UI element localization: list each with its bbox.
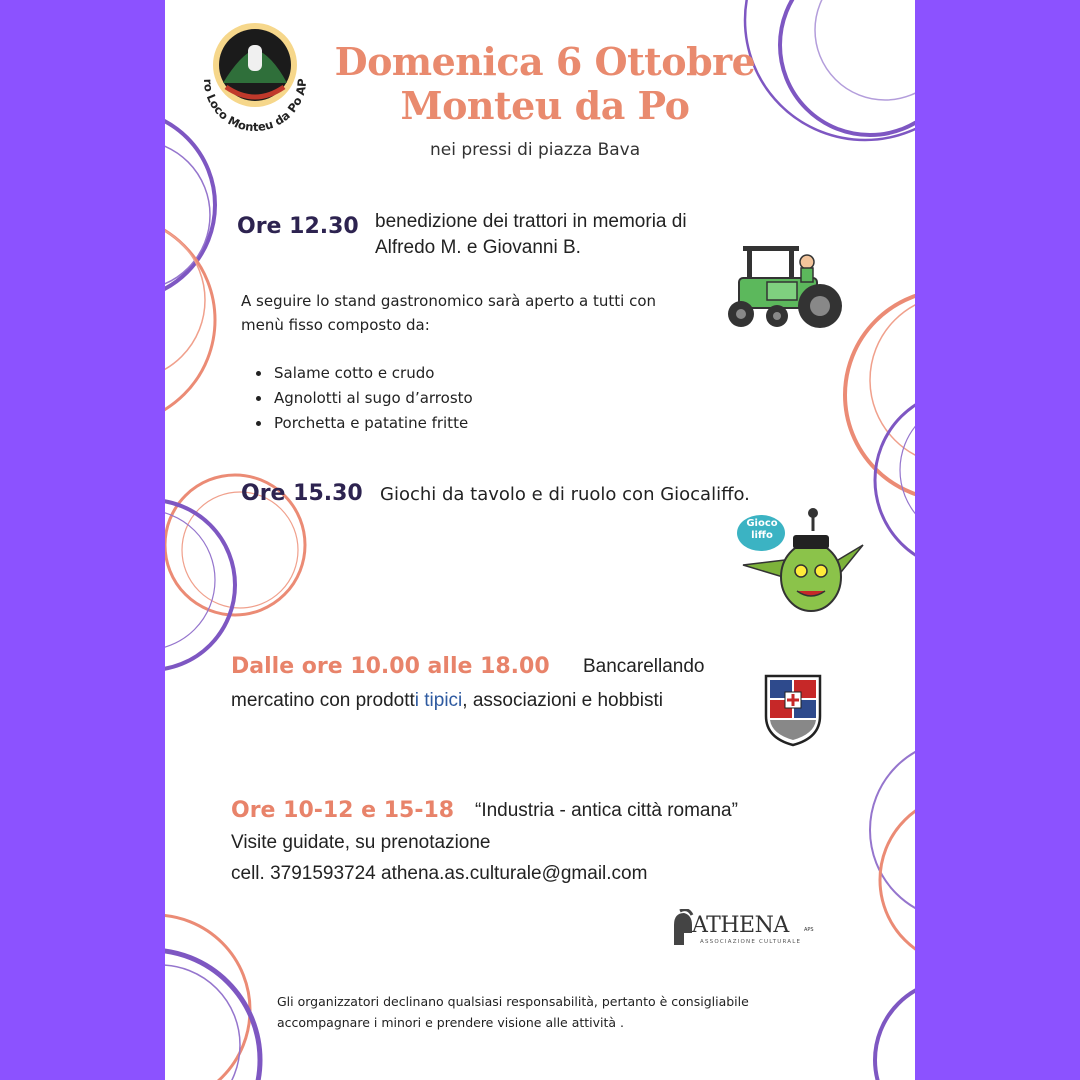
event4-line2: Visite guidate, su prenotazione (231, 832, 491, 853)
event3-title: Bancarellando (583, 656, 705, 677)
event1-description-line2: Alfredo M. e Giovanni B. (375, 237, 581, 258)
event2-description: Giochi da tavolo e di ruolo con Giocaliffo. (380, 484, 750, 505)
poster (165, 0, 915, 1080)
footer-line1: Gli organizzatori declinano qualsiasi responsabilità, pertanto è consigliabile (277, 994, 749, 1009)
event4-title: “Industria - antica città romana” (475, 800, 738, 821)
event4-time: Ore 10-12 e 15-18 (231, 798, 455, 823)
event1-intro-line1: A seguire lo stand gastronomico sarà aperto a tutti con (241, 292, 657, 310)
giocaliffo-logo (733, 505, 873, 620)
event3-time: Dalle ore 10.00 alle 18.00 (231, 654, 550, 679)
athena-subtitle: ASSOCIAZIONE CULTURALE (700, 939, 802, 945)
athena-name: ATHENA (692, 913, 789, 938)
title-line1: Domenica 6 Ottobre (334, 39, 756, 84)
event4-contact: cell. 3791593724 athena.as.culturale@gmail.com (231, 863, 648, 884)
menu-item: • Porchetta e patatine fritte (272, 411, 473, 436)
subtitle: nei pressi di piazza Bava (430, 140, 641, 160)
athena-logo (670, 905, 830, 955)
event1-time: Ore 12.30 (237, 214, 359, 239)
menu-list (238, 361, 473, 436)
menu-item: • Agnolotti al sugo d’arrosto (272, 386, 473, 411)
giocaliffo-logo-text: Gioco liffo (746, 518, 778, 541)
athena-suffix: APS (804, 927, 814, 933)
event3-description-part2: , associazioni e hobbisti (462, 690, 663, 711)
title-line2: Monteu da Po (400, 83, 690, 128)
tractor-icon (725, 240, 850, 335)
event2-time: Ore 15.30 (241, 481, 363, 506)
menu-item: • Salame cotto e crudo (272, 361, 473, 386)
event3-description-highlight: i tipici (414, 690, 463, 711)
event3-description-part1: mercatino con prodott (231, 690, 415, 711)
event1-description-line1: benedizione dei trattori in memoria di (375, 211, 687, 232)
helmet-icon (670, 909, 694, 949)
footer-line2: accompagnare i minori e prendere visione alle attività . (277, 1015, 625, 1030)
coat-of-arms-icon (762, 672, 824, 748)
event3-description (231, 689, 663, 713)
event1-intro-line2: menù fisso composto da: (241, 316, 430, 334)
proloco-logo-text: ro Loco Monteu da Po AP (200, 78, 310, 135)
